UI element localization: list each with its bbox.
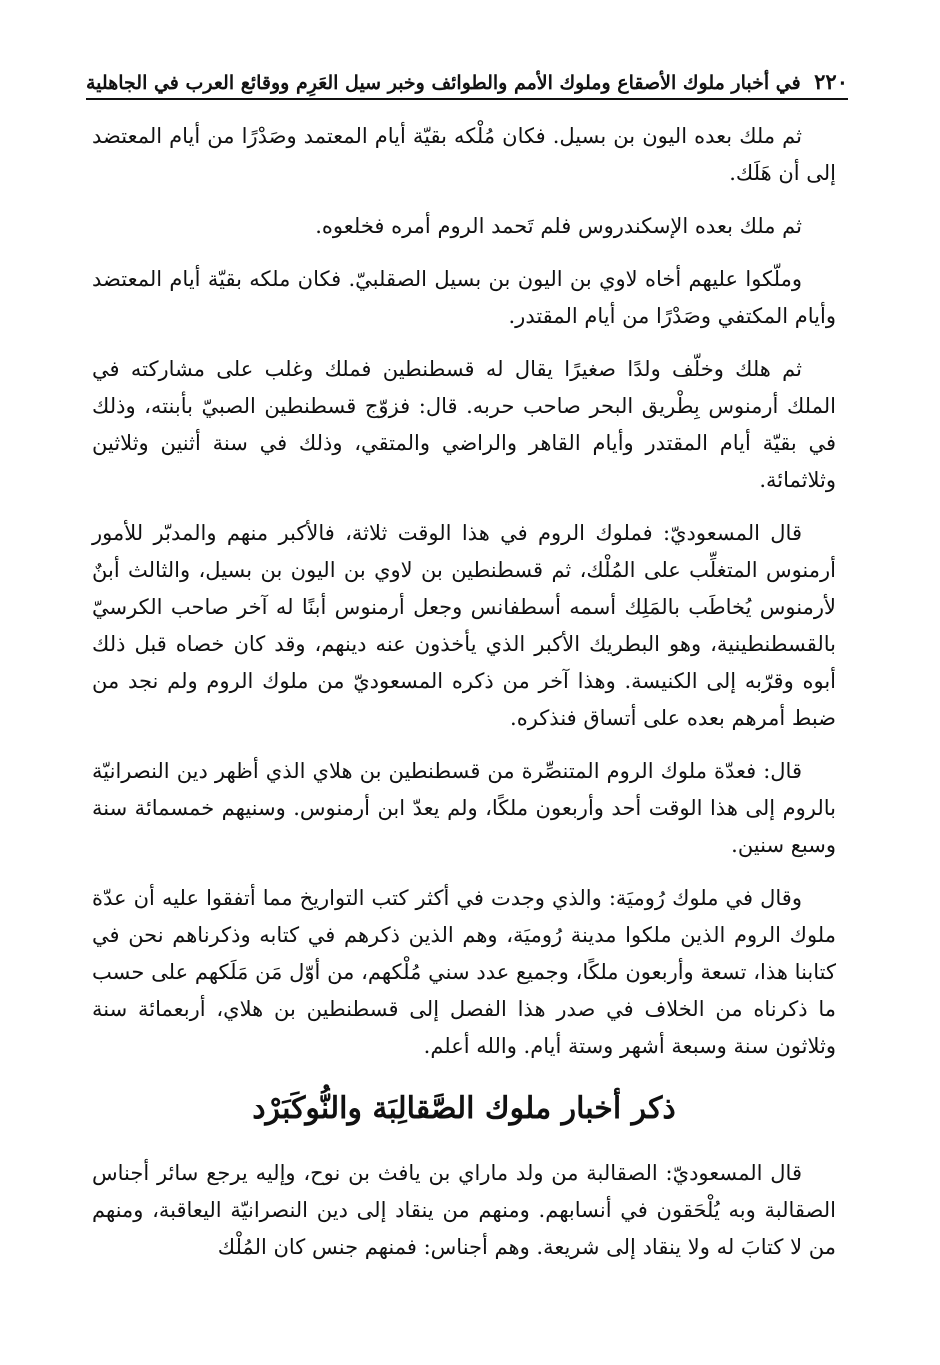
paragraph: قال المسعوديّ: الصقالبة من ولد ماراي بن يافث بن نوح، وإليه يرجع سائر أجناس الصقالبة وبه يُلْحَقون في أنسابهم. ومنهم من ينقاد إلى دين النصرانيّة اليعاقبة، ومنهم من لا كتابَ له ولا ينقاد إلى شريعة. وهم أجناس: فمنهم جنس كان المُلْك bbox=[92, 1161, 836, 1259]
running-title: في أخبار ملوك الأصقاع وملوك الأمم والطوائف وخبر سيل العَرِم ووقائع العرب في الجاهلية bbox=[86, 72, 801, 94]
paragraph: ثم هلك وخلّف ولدًا صغيرًا يقال له قسطنطين فملك وغلب على مشاركته في الملك أرمنوس بِطْريق البحر صاحب حربه. قال: فزوّج قسطنطين الصبيّ بأبنته، وذلك في بقيّة أيام المقتدر وأيام القاهر والراضي والمتقي، وذلك في سنة أثنين وثلاثين وثلاثمائة. bbox=[92, 357, 836, 492]
paragraph: قال: فعدّة ملوك الروم المتنصِّرة من قسطنطين بن هلاي الذي أظهر دين النصرانيّة بالروم إلى هذا الوقت أحد وأربعون ملكًا، ولم يعدّ ابن أرمنوس. وسنيهم خمسمائة سنة وسبع سنين. bbox=[92, 759, 836, 857]
paragraph: ثم ملك بعده الإسكندروس فلم تَحمد الروم أمره فخلعوه. bbox=[315, 214, 802, 238]
paragraph: وملّكوا عليهم أخاه لاوي بن اليون بن بسيل الصقلبيّ. فكان ملكه بقيّة أيام المعتضد وأيام المكتفي وصَدْرًا من أيام المقتدر. bbox=[92, 267, 836, 328]
paragraph: ثم ملك بعده اليون بن بسيل. فكان مُلْكه بقيّة أيام المعتمد وصَدْرًا من أيام المعتضد إلى أن هَلَك. bbox=[92, 124, 836, 185]
running-header bbox=[86, 62, 848, 100]
page-body bbox=[92, 118, 836, 1282]
section-heading: ذكر أخبار ملوك الصَّقالِبَة والنُّوكَبَرْد bbox=[252, 1091, 676, 1126]
page-number: ٢٢٠ bbox=[814, 69, 848, 94]
paragraph: وقال في ملوك رُوميَة: والذي وجدت في أكثر كتب التواريخ مما أتفقوا عليه أن عدّة ملوك الروم الذين ملكوا مدينة رُوميَة، وهم الذين ذكرهم في كتابه وذكرناهم نحن في كتابنا هذا، تسعة وأربعون ملكًا، وجميع عدد سني مُلْكهم، من أوّل مَن مَلَكهم على حسب ما ذكرناه من الخلاف في صدر هذا الفصل إلى قسطنطين بن هلاي، أربعمائة سنة وثلاثون سنة وسبعة أشهر وستة أيام. والله أعلم. bbox=[92, 886, 836, 1058]
paragraph: قال المسعوديّ: فملوك الروم في هذا الوقت ثلاثة، فالأكبر منهم والمدبّر للأمور أرمنوس المتغلِّب على المُلْك، ثم قسطنطين بن لاوي بن اليون بن بسيل، والثالث أبنٌ لأرمنوس يُخاطَب بالمَلِك أسمه أسطفانس وجعل أرمنوس أبنًا له آخر صاحب الكرسيّ بالقسطنطينية، وهو البطريك الأكبر الذي يأخذون عنه دينهم، وقد كان خصاه قبل ذلك أبوه وقرّبه إلى الكنيسة. وهذا آخر من ذكره المسعوديّ من ملوك الروم ولم نجد من ضبط أمرهم بعده على أتساق فنذكره. bbox=[92, 521, 836, 730]
